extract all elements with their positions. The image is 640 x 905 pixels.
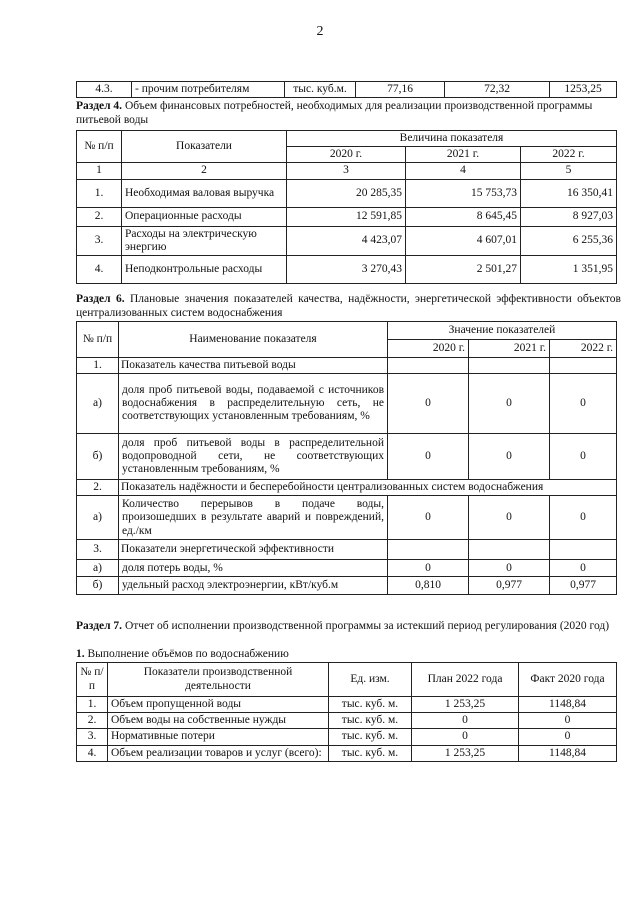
section7-caption-label: Раздел 7. (76, 620, 123, 632)
group-row (77, 540, 617, 560)
value-cell: 0 (550, 434, 617, 480)
header-year: 2022 г. (521, 147, 617, 163)
table-header-row (77, 322, 617, 340)
table-row (77, 577, 617, 595)
row-name: - прочим потребителям (132, 82, 285, 98)
value-cell: 8 927,03 (521, 207, 617, 226)
column-number: 4 (406, 163, 521, 179)
fact-cell: 0 (519, 713, 617, 729)
row-number: 4. (77, 256, 122, 284)
value-cell: 12 591,85 (287, 207, 406, 226)
row-name: доля потерь воды, % (119, 560, 388, 577)
header-year: 2020 г. (388, 340, 469, 358)
header-no: № п/п (77, 663, 108, 697)
fact-cell: 0 (519, 729, 617, 745)
group-title: Показатель надёжности и бесперебойности централизованных систем водоснабжения (119, 480, 617, 496)
row-number: б) (77, 577, 119, 595)
group-title: Показатель качества питьевой воды (119, 358, 388, 374)
plan-cell: 0 (412, 713, 519, 729)
section4-caption-label: Раздел 4. (76, 100, 123, 112)
group-row (77, 480, 617, 496)
header-name: Наименование показателя (119, 322, 388, 358)
row-name: Объем пропущенной воды (108, 697, 329, 713)
empty-cell (469, 540, 550, 560)
row-number: а) (77, 496, 119, 540)
value-cell: 2 501,27 (406, 256, 521, 284)
page-number: 2 (316, 24, 324, 39)
column-number: 1 (77, 163, 122, 179)
header-year: 2022 г. (550, 340, 617, 358)
row-number: а) (77, 560, 119, 577)
header-year: 2021 г. (406, 147, 521, 163)
value-cell: 0 (550, 374, 617, 434)
header-plan: План 2022 года (412, 663, 519, 697)
value-cell: 0 (469, 374, 550, 434)
row-unit: тыс. куб. м. (329, 697, 412, 713)
section4-caption (76, 100, 621, 128)
row-name: удельный расход электроэнергии, кВт/куб.м (119, 577, 388, 595)
plan-cell: 1 253,25 (412, 697, 519, 713)
value-cell: 4 423,07 (287, 226, 406, 255)
value-cell: 77,16 (356, 82, 445, 98)
section4-caption-text: Объем финансовых потребностей, необходимых для реализации производственной программы питьевой воды (76, 100, 593, 126)
header-indicators: Показатели (122, 131, 287, 163)
empty-cell (469, 358, 550, 374)
value-cell: 0 (469, 560, 550, 577)
header-fact: Факт 2020 года (519, 663, 617, 697)
table-row (77, 256, 617, 284)
value-cell: 4 607,01 (406, 226, 521, 255)
value-cell: 0,977 (469, 577, 550, 595)
value-cell: 0 (388, 434, 469, 480)
plan-cell: 1 253,25 (412, 745, 519, 761)
value-cell: 20 285,35 (287, 179, 406, 207)
table-row (77, 179, 617, 207)
value-cell: 0 (550, 560, 617, 577)
continuation-table (76, 81, 617, 98)
table-row (77, 560, 617, 577)
value-cell: 15 753,73 (406, 179, 521, 207)
value-cell: 16 350,41 (521, 179, 617, 207)
table-header-row (77, 663, 617, 697)
table-row (77, 713, 617, 729)
column-number: 5 (521, 163, 617, 179)
header-no: № п/п (77, 322, 119, 358)
row-number: 4. (77, 745, 108, 761)
row-name: Неподконтрольные расходы (122, 256, 287, 284)
section4-table (76, 130, 617, 284)
value-cell: 0 (388, 560, 469, 577)
row-name: Нормативные потери (108, 729, 329, 745)
table-header-row (77, 131, 617, 147)
value-cell: 0,810 (388, 577, 469, 595)
row-number: 1. (77, 179, 122, 207)
header-year: 2021 г. (469, 340, 550, 358)
header-no: № п/п (77, 131, 122, 163)
row-number: 3. (77, 729, 108, 745)
row-number: 1. (77, 697, 108, 713)
value-cell: 0 (550, 496, 617, 540)
value-cell: 0 (388, 374, 469, 434)
section7-caption-text: Отчет об исполнении производственной программы за истекший период регулирования (2020 год) (122, 620, 610, 632)
header-unit: Ед. изм. (329, 663, 412, 697)
table-row (77, 697, 617, 713)
value-cell: 0 (469, 434, 550, 480)
row-name: Объем воды на собственные нужды (108, 713, 329, 729)
row-name: Необходимая валовая выручка (122, 179, 287, 207)
row-number: 1. (77, 358, 119, 374)
fact-cell: 1148,84 (519, 697, 617, 713)
value-cell: 3 270,43 (287, 256, 406, 284)
row-unit: тыс. куб. м. (329, 729, 412, 745)
value-cell: 72,32 (445, 82, 550, 98)
row-number: 3. (77, 226, 122, 255)
row-number: б) (77, 434, 119, 480)
header-year: 2020 г. (287, 147, 406, 163)
numbering-row (77, 163, 617, 179)
row-number: 2. (77, 713, 108, 729)
section7-subcaption (76, 648, 621, 662)
header-value: Величина показателя (287, 131, 617, 147)
row-name: Расходы на электрическую энергию (122, 226, 287, 255)
row-number: 2. (77, 480, 119, 496)
value-cell: 1253,25 (550, 82, 617, 98)
section7-subcaption-text: Выполнение объёмов по водоснабжению (84, 648, 289, 660)
row-name: доля проб питьевой воды, подаваемой с источников водоснабжения в распределительную сеть, не соответствующих установленным требованиям, % (119, 374, 388, 434)
section6-table (76, 321, 617, 595)
column-number: 3 (287, 163, 406, 179)
section7-table (76, 662, 617, 762)
row-name: Количество перерывов в подаче воды, произошедших в результате аварий и повреждений, ед./км (119, 496, 388, 540)
table-row (77, 745, 617, 761)
fact-cell: 1148,84 (519, 745, 617, 761)
section7-subcaption-label: 1. (76, 648, 85, 660)
header-name: Показатели производственной деятельности (108, 663, 329, 697)
row-unit: тыс. куб. м. (329, 745, 412, 761)
empty-cell (388, 358, 469, 374)
group-row (77, 358, 617, 374)
table-row (77, 374, 617, 434)
row-number: 2. (77, 207, 122, 226)
value-cell: 0,977 (550, 577, 617, 595)
header-value: Значение показателей (388, 322, 617, 340)
table-row (77, 82, 617, 98)
row-number: а) (77, 374, 119, 434)
section6-caption-label: Раздел 6. (76, 293, 125, 305)
section7-caption (76, 620, 621, 634)
row-name: доля проб питьевой воды в распределительной водопроводной сети, не соответствующих установленным требованиям, % (119, 434, 388, 480)
row-name: Объем реализации товаров и услуг (всего): (108, 745, 329, 761)
table-row (77, 496, 617, 540)
row-name: Операционные расходы (122, 207, 287, 226)
column-number: 2 (122, 163, 287, 179)
row-number: 3. (77, 540, 119, 560)
row-unit: тыс. куб.м. (285, 82, 356, 98)
table-row (77, 226, 617, 255)
row-unit: тыс. куб. м. (329, 713, 412, 729)
row-number: 4.3. (77, 82, 132, 98)
section6-caption (76, 293, 621, 321)
empty-cell (550, 540, 617, 560)
value-cell: 0 (388, 496, 469, 540)
group-title: Показатели энергетической эффективности (119, 540, 388, 560)
table-row (77, 207, 617, 226)
value-cell: 1 351,95 (521, 256, 617, 284)
value-cell: 0 (469, 496, 550, 540)
value-cell: 6 255,36 (521, 226, 617, 255)
section6-caption-text: Плановые значения показателей качества, надёжности, энергетической эффективности объектов централизованных систем водоснабжения (76, 293, 621, 319)
value-cell: 8 645,45 (406, 207, 521, 226)
empty-cell (388, 540, 469, 560)
table-row (77, 729, 617, 745)
table-row (77, 434, 617, 480)
plan-cell: 0 (412, 729, 519, 745)
empty-cell (550, 358, 617, 374)
